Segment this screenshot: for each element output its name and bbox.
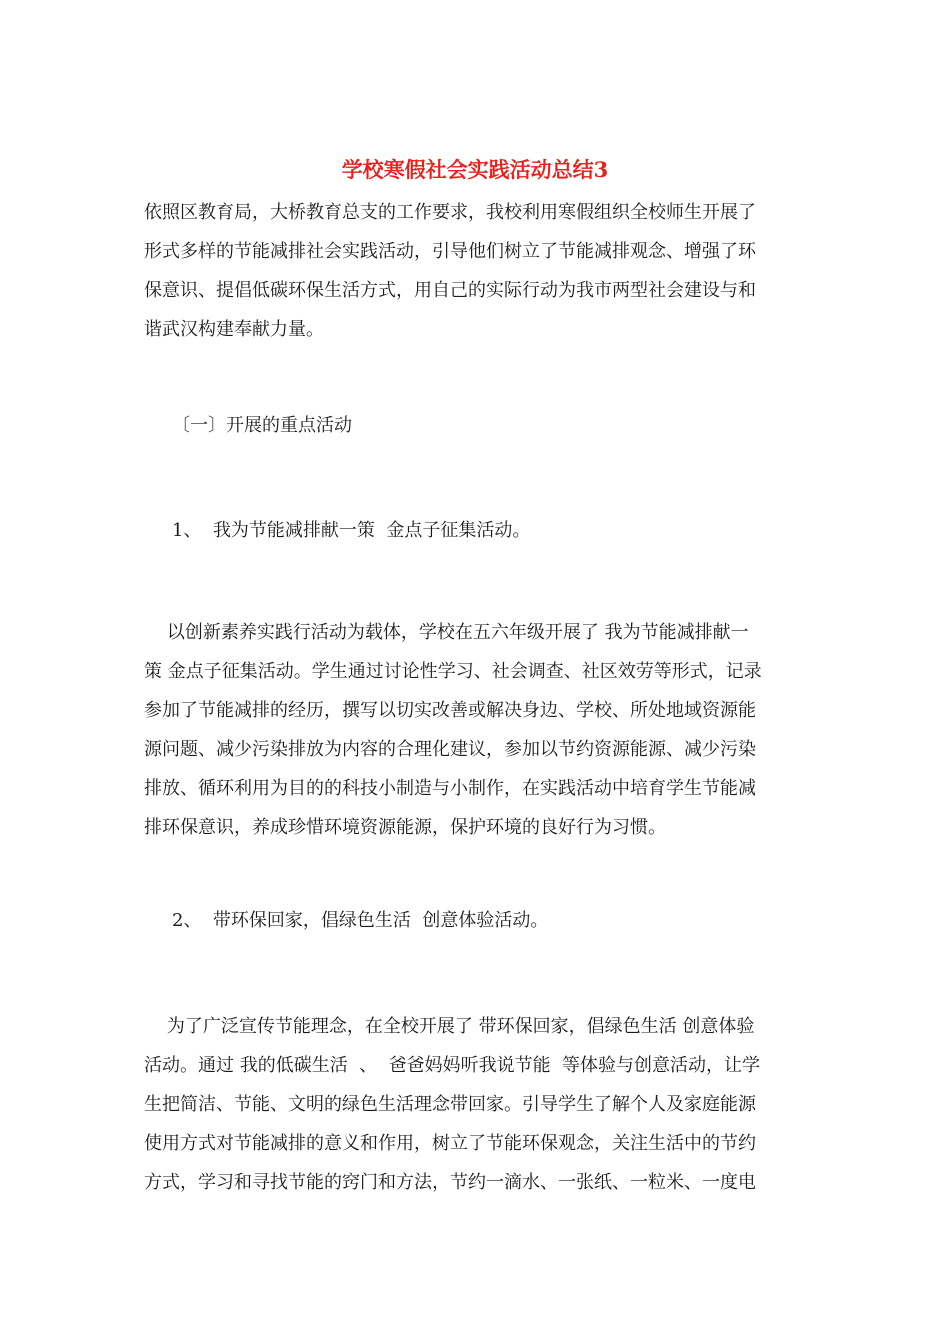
item2-line: 生把简洁、节能、文明的绿色生活理念带回家。引导学生了解个人及家庭能源 <box>144 1094 756 1115</box>
item2-line: 为了广泛宣传节能理念，在全校开展了 带环保回家，倡绿色生活 创意体验 <box>144 1016 755 1037</box>
section-heading: 〔一〕开展的重点活动 <box>172 415 352 436</box>
intro-line: 谐武汉构建奉献力量。 <box>144 319 324 340</box>
item1-line: 源问题、减少污染排放为内容的合理化建议，参加以节约资源能源、减少污染 <box>144 739 756 760</box>
item1-paragraph <box>144 613 806 847</box>
intro-line: 依照区教育局，大桥教育总支的工作要求，我校利用寒假组织全校师生开展了 <box>144 202 756 223</box>
item2-line: 使用方式对节能减排的意义和作用，树立了节能环保观念，关注生活中的节约 <box>144 1133 756 1154</box>
item2-line: 方式，学习和寻找节能的窍门和方法，节约一滴水、一张纸、一粒米、一度电 <box>144 1172 756 1193</box>
intro-paragraph <box>144 193 806 349</box>
item1-line: 策 金点子征集活动。学生通过讨论性学习、社会调查、社区效劳等形式，记录 <box>144 661 762 682</box>
item2-paragraph <box>144 1007 806 1202</box>
item2-line: 活动。通过 我的低碳生活 、 爸爸妈妈听我说节能 等体验与创意活动，让学 <box>144 1055 761 1076</box>
item2-heading: 2、 带环保回家，倡绿色生活 创意体验活动。 <box>172 910 549 931</box>
item1-line: 参加了节能减排的经历，撰写以切实改善或解决身边、学校、所处地域资源能 <box>144 700 756 721</box>
document-title: 学校寒假社会实践活动总结3 <box>341 157 609 182</box>
item1-line: 排环保意识，养成珍惜环境资源能源，保护环境的良好行为习惯。 <box>144 817 666 838</box>
intro-line: 形式多样的节能减排社会实践活动，引导他们树立了节能减排观念、增强了环 <box>144 241 756 262</box>
item1-line: 以创新素养实践行活动为载体，学校在五六年级开展了 我为节能减排献一 <box>144 622 749 643</box>
intro-line: 保意识、提倡低碳环保生活方式，用自己的实际行动为我市两型社会建设与和 <box>144 280 756 301</box>
item1-heading: 1、 我为节能减排献一策 金点子征集活动。 <box>172 520 531 541</box>
item1-line: 排放、循环利用为目的的科技小制造与小制作，在实践活动中培育学生节能减 <box>144 778 756 799</box>
